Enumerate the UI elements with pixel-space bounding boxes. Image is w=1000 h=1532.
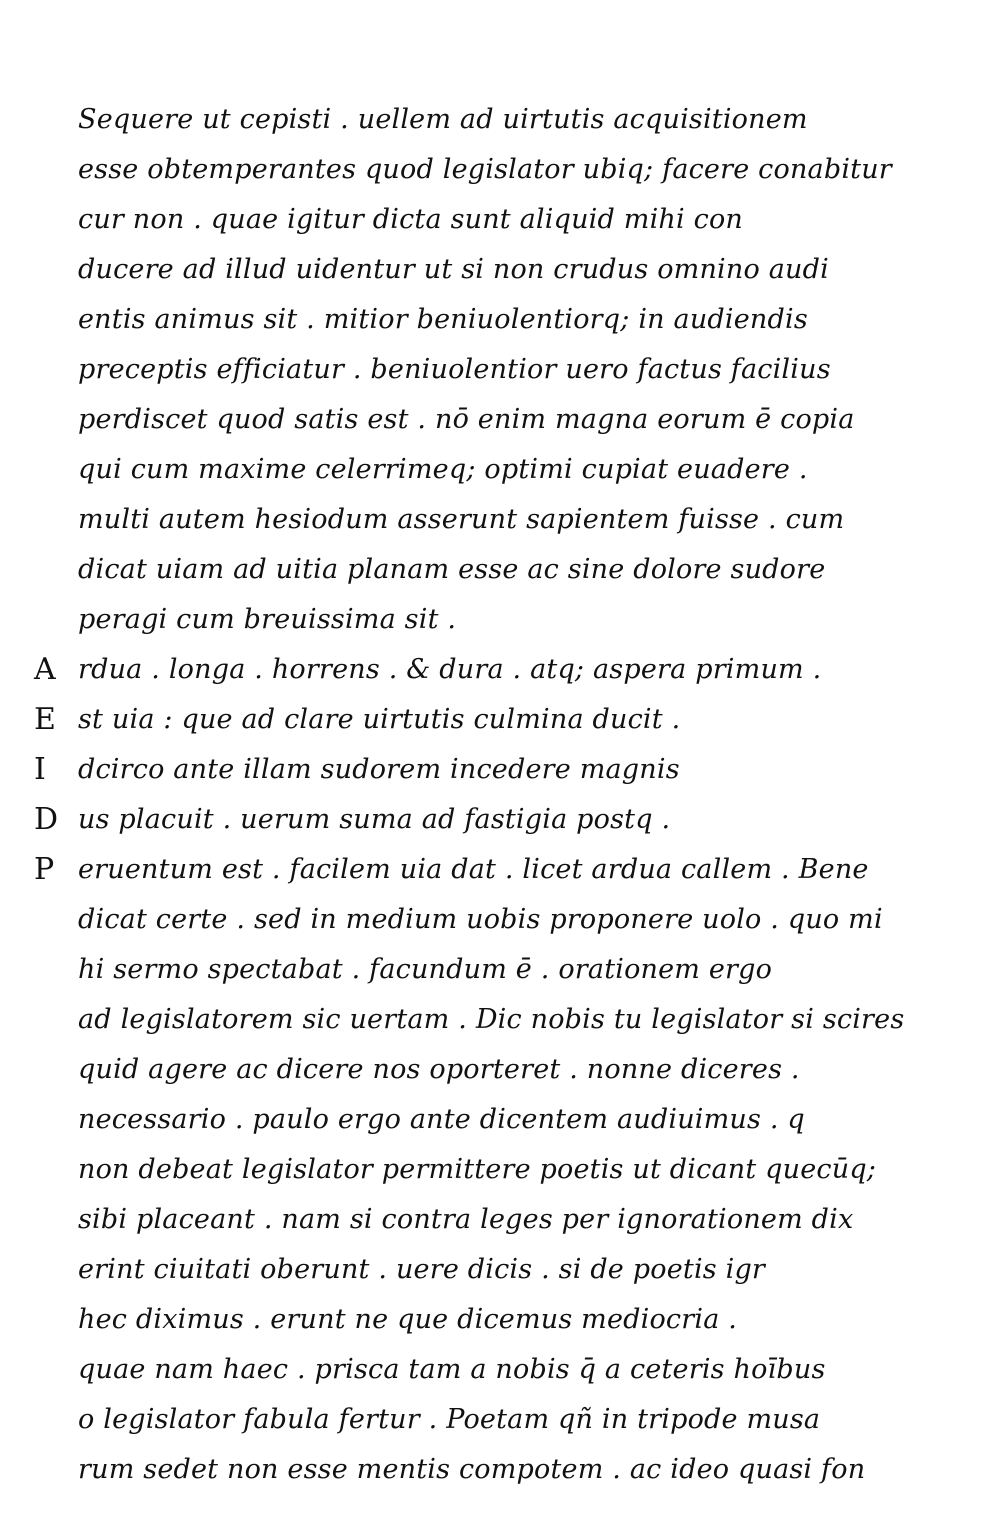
line-text: sibi placeant . nam si contra leges per ignorationem dix (78, 1204, 854, 1235)
line-text: non debeat legislator permittere poetis ut dicant quecūq; (78, 1154, 877, 1185)
text-line (0, 1045, 1000, 1095)
line-text: quid agere ac dicere nos oporteret . nonne diceres . (78, 1054, 800, 1085)
line-text: preceptis efficiatur . beniuolentior uero factus facilius (78, 354, 831, 385)
line-text: Sequere ut cepisti . uellem ad uirtutis acquisitionem (78, 104, 808, 135)
line-text: esse obtemperantes quod legislator ubiq; facere conabitur (78, 154, 892, 185)
line-text: erint ciuitati oberunt . uere dicis . si de poetis igr (78, 1254, 766, 1285)
line-text: cur non . quae igitur dicta sunt aliquid mihi con (78, 204, 743, 235)
verse-initial-letter: E (34, 702, 56, 737)
text-line (0, 1445, 1000, 1495)
verse-initial-letter: I (34, 752, 46, 787)
line-text: eruentum est . facilem uia dat . licet ardua callem . Bene (78, 854, 869, 885)
line-text: st uia : que ad clare uirtutis culmina ducit . (78, 704, 681, 735)
text-line (0, 345, 1000, 395)
text-line (0, 1395, 1000, 1445)
line-text: dcirco ante illam sudorem incedere magnis (78, 754, 680, 785)
text-line (0, 1345, 1000, 1395)
verse-initial-letter: A (34, 652, 56, 687)
line-text: hec diximus . erunt ne que dicemus mediocria . (78, 1304, 738, 1335)
line-text: quae nam haec . prisca tam a nobis q̄ a ceteris hoībus (78, 1354, 826, 1385)
verse-initial-letter: D (34, 802, 59, 837)
line-text: ad legislatorem sic uertam . Dic nobis tu legislator si scires (78, 1004, 905, 1035)
line-text: dicat certe . sed in medium uobis proponere uolo . quo mi (78, 904, 883, 935)
line-text: hi sermo spectabat . facundum ē . orationem ergo (78, 954, 773, 985)
text-line (0, 1245, 1000, 1295)
text-line (0, 95, 1000, 145)
line-text: rum sedet non esse mentis compotem . ac ideo quasi fon (78, 1454, 866, 1485)
text-line (0, 595, 1000, 645)
text-line (0, 895, 1000, 945)
verse-line (0, 645, 1000, 695)
text-line (0, 1195, 1000, 1245)
text-line (0, 495, 1000, 545)
line-text: us placuit . uerum suma ad fastigia postq . (78, 804, 671, 835)
text-line (0, 1295, 1000, 1345)
verse-initial-letter: P (34, 852, 55, 887)
line-text: necessario . paulo ergo ante dicentem audiuimus . q (78, 1104, 805, 1135)
text-line (0, 945, 1000, 995)
text-line (0, 545, 1000, 595)
text-line (0, 195, 1000, 245)
verse-line (0, 845, 1000, 895)
line-text: peragi cum breuissima sit . (78, 604, 457, 635)
line-text: entis animus sit . mitior beniuolentiorq; in audiendis (78, 304, 808, 335)
text-line (0, 295, 1000, 345)
line-text: multi autem hesiodum asserunt sapientem fuisse . cum (78, 504, 845, 535)
text-line (0, 1145, 1000, 1195)
verse-line (0, 745, 1000, 795)
verse-line (0, 695, 1000, 745)
text-line (0, 445, 1000, 495)
verse-line (0, 795, 1000, 845)
text-line (0, 245, 1000, 295)
line-text: perdiscet quod satis est . nō enim magna eorum ē copia (78, 404, 855, 435)
text-line (0, 145, 1000, 195)
line-text: dicat uiam ad uitia planam esse ac sine dolore sudore (78, 554, 826, 585)
line-text: o legislator fabula fertur . Poetam qñ in tripode musa (78, 1404, 821, 1435)
text-line (0, 1095, 1000, 1145)
line-text: ducere ad illud uidentur ut si non crudus omnino audi (78, 254, 829, 285)
text-line (0, 995, 1000, 1045)
text-line (0, 395, 1000, 445)
line-text: qui cum maxime celerrimeq; optimi cupiat euadere . (78, 454, 808, 485)
line-text: rdua . longa . horrens . & dura . atq; aspera primum . (78, 654, 822, 685)
